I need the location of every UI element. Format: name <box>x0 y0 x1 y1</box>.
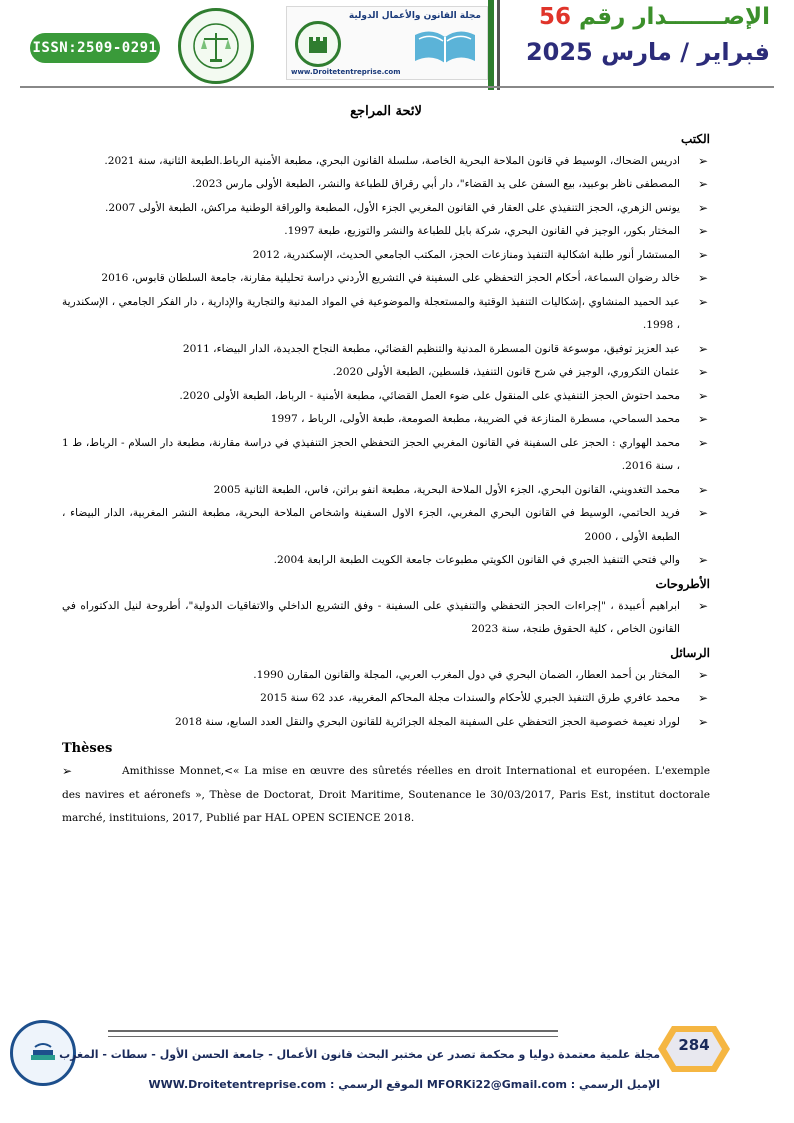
reference-item: ➢ محمد احتوش الحجز التنفيذي على المنقول على ضوء العمل القضائي، مطبعة الأمنية - الرباط، الطبعة الأولى 2020. <box>62 385 710 409</box>
references-content <box>62 94 710 831</box>
reference-item <box>62 760 710 831</box>
reference-item: ➢ فريد الحاتمي، الوسيط في القانون البحري المغربي، الجزء الاول السفينة واشخاص الملاحة البحرية، مطبعة النشر المغربية، الدار البيضاء ، الطبعة الأولى ، 2000 <box>62 502 710 549</box>
issue-label: الإصـــــــدار رقم <box>578 4 770 30</box>
reference-item: ➢ المختار بن أحمد العطار، الضمان البحري في دول المغرب العربي، المجلة والقانون المقارن 1990. <box>62 664 710 688</box>
journal-title: مجلة القانون والأعمال الدولية <box>348 11 481 21</box>
reference-item: ➢ محمد عافري طرق التنفيذ الجبري للأحكام والسندات مجلة المحاكم المغربية، عدد 62 سنة 2015 <box>62 687 710 711</box>
section-heading: الرسائل <box>670 645 710 660</box>
footer-rule <box>108 1030 558 1032</box>
reference-item: ➢ محمد السماحي، مسطرة المنازعة في الضريبة، مطبعة الصومعة، طبعة الأولى، الرباط ، 1997 <box>62 408 710 432</box>
reference-item: ➢ عبد الحميد المنشاوي ،إشكاليات التنفيذ الوقتية والمستعجلة والموضوعية في المواد المدنية والتجارية والإدارية ، دار الفكر الجامعي ، الإسكندرية ، 1998. <box>62 291 710 338</box>
footer-rule-thin <box>108 1036 558 1037</box>
issn-badge: ISSN:2509-0291 <box>30 33 160 63</box>
page-title: لائحة المراجع <box>350 104 422 119</box>
issue-number: 56 <box>538 4 571 30</box>
section-heading: الأطروحات <box>655 576 710 591</box>
section-dissertations <box>62 642 710 735</box>
page-number: 284 <box>678 1036 710 1054</box>
issue-info <box>526 4 770 66</box>
reference-item: ➢ لوراد نعيمة خصوصية الحجز التحفظي على السفينة المجلة الجزائرية للقانون البحري والنقل العدد السابع، سنة 2018 <box>62 711 710 735</box>
header-divider-thin <box>497 0 500 90</box>
issue-date: فبراير / مارس 2025 <box>525 38 770 66</box>
reference-item: ➢ عبد العزيز توفيق، موسوعة قانون المسطرة المدنية والتنظيم القضائي، مطبعة النجاح الجديدة، الدار البيضاء، 2011 <box>62 338 710 362</box>
section-theses-fr <box>62 738 710 831</box>
reference-item: ➢ خالد رضوان السماعة، أحكام الحجز التحفظي على السفينة في التشريع الأردني دراسة تحليلية مقارنة، جامعة السلطان قابوس، 2016 <box>62 267 710 291</box>
reference-item: ➢ المختار بكور، الوجيز في القانون البحري، شركة بابل للطباعة والنشر والتوزيع، طبعة 1997. <box>62 220 710 244</box>
journal-logo <box>286 6 488 80</box>
section-heading: Thèses <box>62 741 113 756</box>
lab-seal-logo <box>178 8 254 84</box>
university-seal <box>295 21 341 67</box>
section-theses-ar <box>62 573 710 642</box>
reference-item: ➢ والي فتحي التنفيذ الجبري في القانون الكويتي مطبوعات جامعة الكويت الطبعة الرابعة 2004. <box>62 549 710 573</box>
book-stack-icon <box>23 1033 63 1073</box>
reference-item: ➢ المصطفى ناظر بوعبيد، بيع السفن على يد القضاء"، دار أبي رقراق للطباعة والنشر، الطبعة الأولى مارس 2023. <box>62 173 710 197</box>
reference-item: ➢ ابراهيم أعبيدة ، "إجراءات الحجز التحفظي والتنفيذي على السفينة - وفق التشريع الداخلي والاتفاقيات الدولية"، أطروحة لنيل الدكتوراه في القانون الخاص ، كلية الحقوق طنجة، سنة 2023 <box>62 595 710 642</box>
reference-item: ➢ عثمان التكروري، الوجيز في شرح قانون التنفيذ، فلسطين، الطبعة الأولى 2020. <box>62 361 710 385</box>
open-book-icon <box>413 25 477 65</box>
page-header <box>0 0 794 90</box>
header-rule <box>20 86 774 88</box>
reference-item: ➢ يونس الزهري، الحجز التنفيذي على العقار في القانون المغربي الجزء الأول، المطبعة والوراقة الوطنية مراكش، الطبعة الأولى 2007. <box>62 197 710 221</box>
section-heading: الكتب <box>680 131 710 146</box>
footer-contact-info: الإميل الرسمي : MFORKi22@Gmail.com الموقع الرسمي : WWW.Droitetentreprise.com <box>148 1078 660 1091</box>
journal-website: www.Droitetentreprise.com <box>291 68 401 76</box>
reference-item: ➢ محمد التغدويني، القانون البحري، الجزء الأول الملاحة البحرية، مطبعة انفو براتن، فاس، الطبعة الثانية 2005 <box>62 479 710 503</box>
header-divider <box>488 0 494 90</box>
reference-item: ➢ محمد الهواري : الحجز على السفينة في القانون المغربي الحجز التحفظي الحجز التنفيذي في دراسة مقارنة، مطبعة دار السلام - الرباط، ط 1 ، سنة 2016. <box>62 432 710 479</box>
reference-item: ➢ المستشار أنور طلبة اشكالية التنفيذ ومنازعات الحجز، المكتب الجامعي الحديث، الإسكندرية، 2012 <box>62 244 710 268</box>
reference-item: ➢ ادريس الضحاك، الوسيط في قانون الملاحة البحرية الخاصة، سلسلة القانون البحري، مطبعة الأمنية الرباط.الطبعة الثانية، سنة 2021. <box>62 150 710 174</box>
reference-text: ➢ Amithisse Monnet,<« La mise en œuvre des sûretés réelles en droit International et européen. L'exemple des navires et aéronefs », Thèse de Doctorat, Droit Maritime, Soutenance le 30/03/2017, Paris Est, institut doctorale marché, instituions, 2017, Publié par HAL OPEN SCIENCE 2018. <box>62 765 710 824</box>
castle-icon <box>303 29 333 59</box>
issue-line <box>526 4 770 30</box>
scales-icon <box>191 21 241 71</box>
footer-journal-info: مجلة علمية معتمدة دوليا و محكمة تصدر عن مختبر البحث قانون الأعمال - جامعة الحسن الأول - سطات - المغرب <box>59 1048 660 1061</box>
section-books <box>62 128 710 573</box>
